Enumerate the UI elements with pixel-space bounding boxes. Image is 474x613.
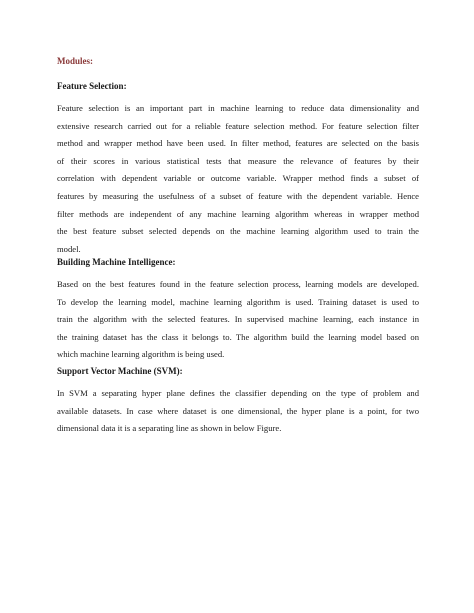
paragraph-support-vector-machine bbox=[57, 385, 419, 438]
section-heading-support-vector-machine: Support Vector Machine (SVM): bbox=[57, 366, 183, 376]
paragraph-line: Based on the best features found in the feature selection process, learning models are developed. bbox=[57, 279, 419, 289]
paragraph-line: dimensional data it is a separating line as shown in below Figure. bbox=[57, 423, 282, 434]
paragraph-line: extensive research carried out for a reliable feature selection method. For feature selection filter bbox=[57, 120, 419, 131]
paragraph-line: the best feature subset selected depends on the machine learning algorithm used to train the bbox=[57, 226, 419, 237]
paragraph-line: available datasets. In case where dataset is one dimensional, the hyper plane is a point, for two bbox=[57, 405, 419, 416]
section-heading-building-machine-intelligence: Building Machine Intelligence: bbox=[57, 257, 176, 267]
paragraph-line: Feature selection is an important part in machine learning to reduce data dimensionality and bbox=[57, 103, 419, 113]
paragraph-line: the training dataset has the class it belongs to. The algorithm build the learning model based on bbox=[57, 331, 419, 342]
paragraph-line: model. bbox=[57, 243, 81, 254]
modules-heading: Modules: bbox=[57, 56, 93, 66]
paragraph-line: To develop the learning model, machine learning algorithm is used. Training dataset is used to bbox=[57, 296, 419, 307]
section-heading-feature-selection: Feature Selection: bbox=[57, 81, 127, 91]
paragraph-line: filter methods are independent of any machine learning algorithm whereas in wrapper method bbox=[57, 208, 419, 219]
paragraph-feature-selection bbox=[57, 100, 419, 258]
paragraph-line: of their scores in various statistical tests that measure the relevance of features by their bbox=[57, 155, 419, 166]
paragraph-line: method and wrapper method have been used. In filter method, features are selected on the basis bbox=[57, 138, 419, 149]
paragraph-line: features by measuring the usefulness of a subset of feature with the dependent variable. Hence bbox=[57, 190, 419, 201]
paragraph-line: which machine learning algorithm is being used. bbox=[57, 349, 225, 360]
paragraph-building-machine-intelligence bbox=[57, 276, 419, 364]
paragraph-line: train the algorithm with the selected features. In supervised machine learning, each instance in bbox=[57, 314, 419, 325]
paragraph-line: In SVM a separating hyper plane defines the classifier depending on the type of problem and bbox=[57, 388, 419, 398]
paragraph-line: correlation with dependent variable or outcome variable. Wrapper method finds a subset of bbox=[57, 173, 419, 184]
